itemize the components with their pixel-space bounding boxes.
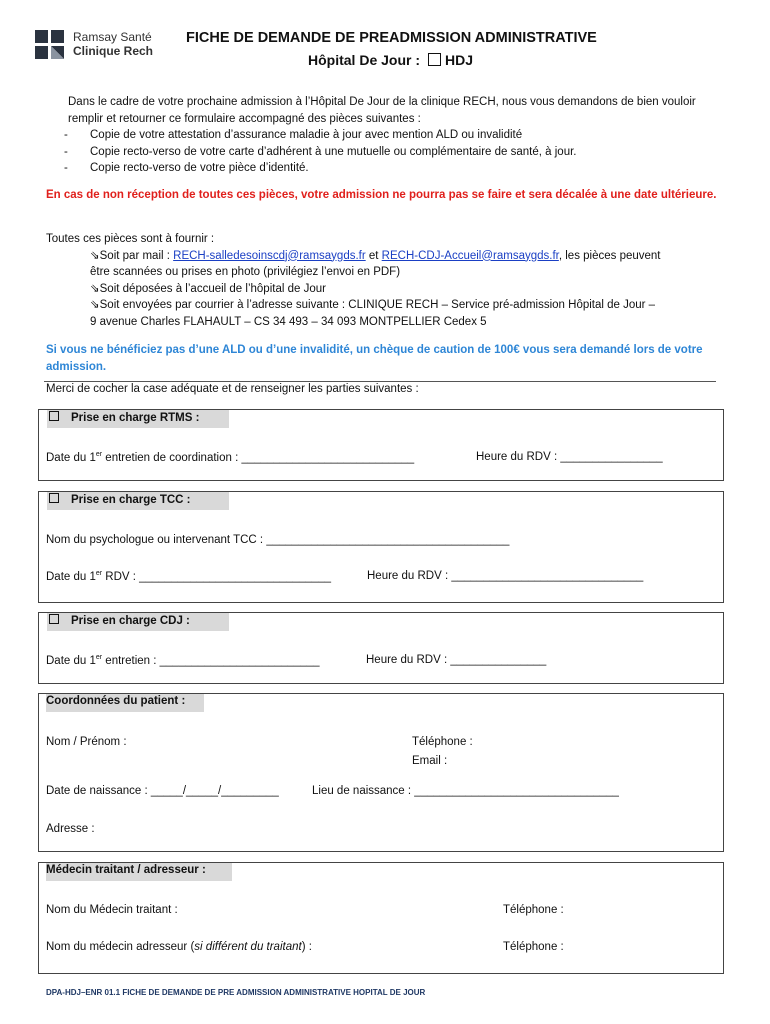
logo-line2: Clinique Rech (73, 44, 154, 58)
intro-text: Dans le cadre de votre prochaine admission à l’Hôpital De Jour de la clinique RECH, nous vous demandons de bien vouloir remplir et retourner ce formulaire accompagné des pièces suivantes : (68, 96, 696, 125)
list-item: - Copie de votre attestation d’assurance maladie à jour avec mention ALD ou invalidité (64, 129, 523, 141)
tcc-date-field[interactable]: Date du 1er RDV : ______________________________ (46, 570, 332, 583)
arrow-icon: ⇘ (90, 249, 100, 262)
required-documents-list (64, 127, 576, 177)
intro-paragraph (46, 94, 722, 127)
cdj-heure-field[interactable]: Heure du RDV : _______________ (366, 654, 547, 666)
patient-dob-field[interactable]: Date de naissance : _____/_____/_________ (46, 785, 279, 797)
rtms-section (38, 409, 724, 481)
document-footer: DPA-HDJ–ENR 01.1 FICHE DE DEMANDE DE PRE ADMISSION ADMINISTRATIVE HOPITAL DE JOUR (46, 988, 426, 997)
rtms-heure-field[interactable]: Heure du RDV : ________________ (476, 451, 663, 463)
form-subtitle (308, 52, 473, 68)
patient-section (38, 693, 724, 852)
methods-intro: Toutes ces pièces sont à fournir : (46, 233, 215, 245)
treating-doctor-field[interactable]: Nom du Médecin traitant : (46, 904, 178, 916)
divider (44, 381, 716, 382)
patient-pob-field[interactable]: Lieu de naissance : ________________________________ (312, 785, 619, 797)
method-post-cont: 9 avenue Charles FLAHAULT – CS 34 493 – 34 093 MONTPELLIER Cedex 5 (90, 315, 487, 328)
warning-red: En cas de non réception de toutes ces pièces, votre admission ne pourra pas se faire et sera décalée à une date ultérieure. (46, 189, 717, 201)
email-link-salledesoins[interactable]: RECH-salledesoinscdj@ramsaygds.fr (173, 249, 366, 262)
method-deposit: ⇘Soit déposées à l’accueil de l’hôpital de Jour (90, 282, 326, 295)
tcc-psy-field[interactable]: Nom du psychologue ou intervenant TCC : ______________________________________ (46, 534, 510, 546)
doctor-heading: Médecin traitant / adresseur : (46, 863, 232, 881)
warning-blue: Si vous ne bénéficiez pas d’une ALD ou d’une invalidité, un chèque de caution de 100€ vous sera demandé lors de votre admission. (46, 344, 703, 373)
instructions: Merci de cocher la case adéquate et de renseigner les parties suivantes : (46, 383, 419, 395)
referring-doctor-phone-field[interactable]: Téléphone : (503, 941, 564, 953)
tcc-section (38, 491, 724, 603)
arrow-icon: ⇘ (90, 282, 100, 295)
hdj-label: Hôpital De Jour : (308, 52, 421, 68)
list-item: - Copie recto-verso de votre pièce d’identité. (64, 162, 309, 174)
rtms-date-field[interactable]: Date du 1er entretien de coordination : ___________________________ (46, 451, 415, 464)
logo-line1: Ramsay Santé (73, 30, 152, 44)
method-mail-cont: être scannées ou prises en photo (privilégiez l’envoi en PDF) (90, 266, 401, 278)
patient-heading: Coordonnées du patient : (46, 694, 204, 712)
cdj-section (38, 612, 724, 684)
form-title: FICHE DE DEMANDE DE PREADMISSION ADMINISTRATIVE (186, 30, 597, 46)
ramsay-logo (35, 30, 165, 62)
rtms-heading: Prise en charge RTMS : (47, 410, 229, 428)
tcc-heure-field[interactable]: Heure du RDV : ______________________________ (367, 570, 644, 582)
patient-email-field[interactable]: Email : (412, 755, 448, 767)
treating-doctor-phone-field[interactable]: Téléphone : (503, 904, 564, 916)
submission-methods (46, 231, 722, 330)
tcc-checkbox[interactable] (49, 493, 59, 503)
referring-doctor-field[interactable]: Nom du médecin adresseur (si différent du traitant) : (46, 941, 312, 953)
ramsay-logo-icon (35, 30, 65, 60)
hdj-option: HDJ (445, 52, 474, 68)
cdj-heading: Prise en charge CDJ : (47, 613, 229, 631)
cdj-date-field[interactable]: Date du 1er entretien : _________________________ (46, 654, 320, 667)
rtms-checkbox[interactable] (49, 411, 59, 421)
patient-name-field[interactable]: Nom / Prénom : (46, 736, 127, 748)
method-post: ⇘Soit envoyées par courrier à l’adresse suivante : CLINIQUE RECH – Service pré-admission Hôpital de Jour – (90, 299, 656, 311)
cdj-checkbox[interactable] (49, 614, 59, 624)
patient-address-field[interactable]: Adresse : (46, 823, 95, 835)
patient-phone-field[interactable]: Téléphone : (412, 736, 473, 748)
hdj-checkbox[interactable] (428, 53, 441, 66)
list-item: - Copie recto-verso de votre carte d’adhérent à une mutuelle ou complémentaire de santé, à jour. (64, 145, 577, 158)
email-link-accueil[interactable]: RECH-CDJ-Accueil@ramsaygds.fr (381, 249, 559, 262)
method-mail: ⇘Soit par mail : RECH-salledesoinscdj@ramsaygds.fr et RECH-CDJ-Accueil@ramsaygds.fr, les pièces peuvent (90, 249, 661, 262)
doctor-section (38, 862, 724, 974)
tcc-heading: Prise en charge TCC : (47, 492, 229, 510)
arrow-icon: ⇘ (90, 299, 100, 311)
